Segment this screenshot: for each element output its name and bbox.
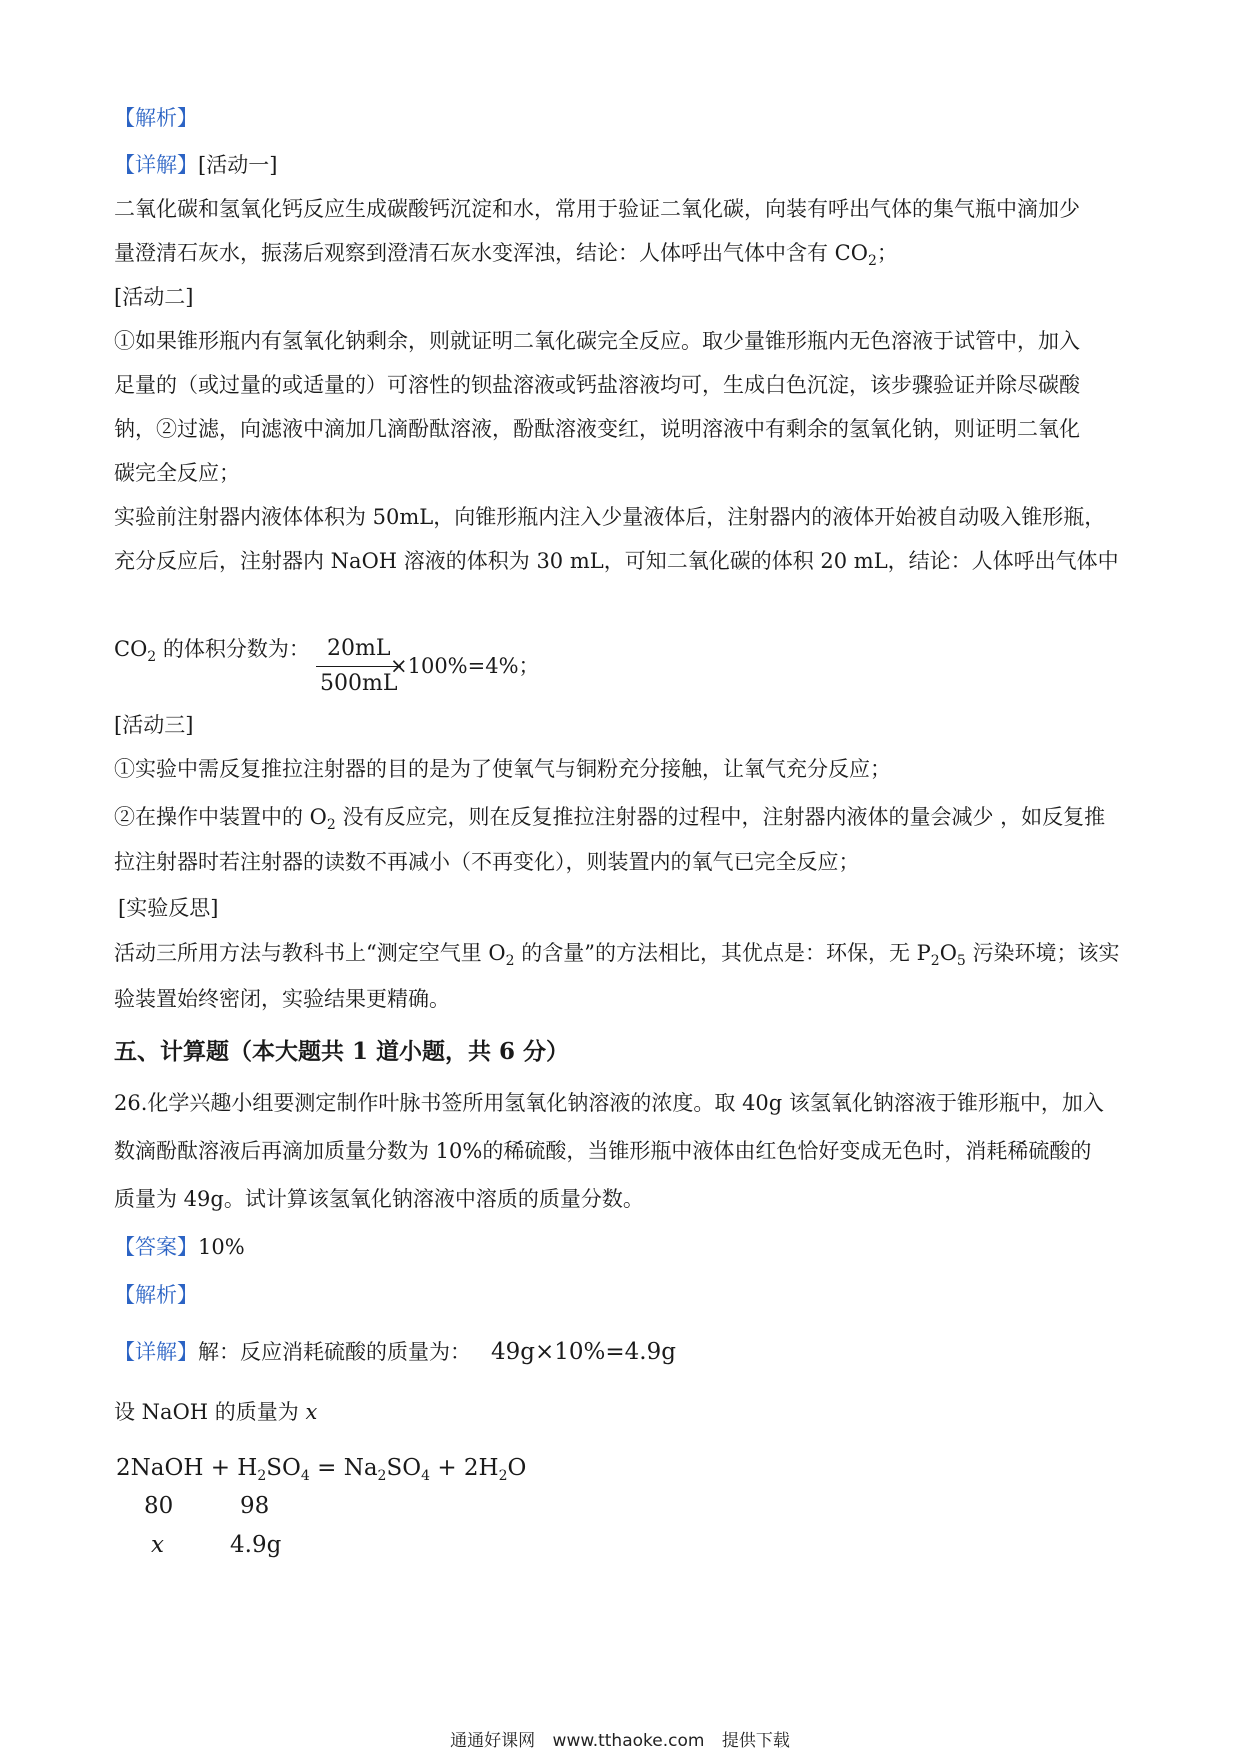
subscript: 4	[421, 1468, 431, 1484]
fraction-numerator: 20mL	[316, 634, 401, 667]
text-span: + 2H	[430, 1455, 499, 1481]
subscript: 5	[956, 953, 966, 969]
footer	[0, 1726, 1240, 1751]
section-heading: 五、计算题（本大题共 1 道小题，共 6 分）	[114, 1038, 570, 1065]
detail-heading-1	[114, 150, 277, 180]
analysis-heading-1: 【解析】	[114, 106, 198, 130]
paragraph-line: 二氧化碳和氢氧化钙反应生成碳酸钙沉淀和水，常用于验证二氧化碳，向装有呼出气体的集气瓶中滴加少	[114, 197, 1080, 221]
paragraph-line: 验装置始终密闭，实验结果更精确。	[114, 987, 450, 1011]
fraction	[316, 634, 401, 699]
chemical-equation	[116, 1453, 526, 1491]
subscript: 2	[377, 1468, 387, 1484]
paragraph-line: 实验前注射器内液体体积为 50mL，向锥形瓶内注入少量液体后，注射器内的液体开始被自动吸入锥形瓶，	[114, 505, 1106, 529]
footer-url[interactable]: www.tthaoke.com	[552, 1731, 705, 1751]
text-span: 没有反应完，则在反复推拉注射器的过程中，注射器内液体的量会减少 ，如反复推	[335, 805, 1106, 829]
detail-line-2	[114, 1337, 676, 1367]
text-span: 的体积分数为：	[156, 637, 310, 661]
molar-mass-naoh: 80	[144, 1493, 174, 1519]
text-span: 2NaOH + H	[116, 1455, 258, 1481]
detail-tag-1: 【详解】	[114, 153, 198, 177]
subscript: 2	[147, 649, 157, 665]
footer-note: 提供下载	[721, 1731, 790, 1751]
question-line: 26.化学兴趣小组要测定制作叶脉书签所用氢氧化钠溶液的浓度。取 40g 该氢氧化钠溶液于锥形瓶中，加入	[114, 1091, 1104, 1115]
text-span: CO	[114, 637, 148, 661]
paragraph-line	[114, 938, 1120, 976]
acid-mass-calc: 49g×10%=4.9g	[491, 1339, 676, 1365]
subscript: 2	[257, 1468, 267, 1484]
subscript: 2	[930, 953, 940, 969]
molar-mass-h2so4: 98	[240, 1493, 270, 1519]
paragraph-line	[114, 802, 1105, 840]
text-span: 污染环境；该实	[965, 941, 1120, 965]
acid-mass: 4.9g	[230, 1532, 282, 1558]
paragraph-line: 钠，②过滤，向滤液中滴加几滴酚酞溶液，酚酞溶液变红，说明溶液中有剩余的氢氧化钠，则证明二氧化	[114, 417, 1080, 441]
answer-line	[114, 1232, 245, 1262]
text-span: SO	[266, 1455, 301, 1481]
text-span: ；	[876, 241, 898, 265]
text-span: ②在操作中装置中的 O	[114, 805, 327, 829]
text-span: O	[507, 1455, 527, 1481]
activity3-label: [活动三]	[114, 713, 194, 737]
text-span: O	[939, 941, 957, 965]
subscript: 2	[505, 953, 515, 969]
question-line: 质量为 49g。试计算该氢氧化钠溶液中溶质的质量分数。	[114, 1187, 644, 1211]
paragraph-line: 碳完全反应；	[114, 461, 240, 485]
text-span: 的含量”的方法相比，其优点是：环保，无 P	[514, 941, 931, 965]
let-line	[114, 1397, 317, 1427]
paragraph-line	[114, 238, 898, 276]
percent-result: ×100%=4%；	[390, 654, 540, 678]
text-span: SO	[386, 1455, 422, 1481]
paragraph-line: 充分反应后，注射器内 NaOH 溶液的体积为 30 mL，可知二氧化碳的体积 20 mL，结论：人体呼出气体中	[114, 549, 1119, 573]
subscript: 2	[326, 817, 336, 833]
text-span: 活动三所用方法与教科书上“测定空气里 O	[114, 941, 506, 965]
paragraph-line: ①如果锥形瓶内有氢氧化钠剩余，则就证明二氧化碳完全反应。取少量锥形瓶内无色溶液于试管中，加入	[114, 329, 1080, 353]
subscript: 2	[867, 253, 877, 269]
footer-site: 通通好课网	[450, 1731, 536, 1751]
text-span: = Na	[309, 1455, 378, 1481]
text-span: 解：反应消耗硫酸的质量为：	[198, 1340, 471, 1364]
paragraph-line: 足量的（或过量的或适量的）可溶性的钡盐溶液或钙盐溶液均可，生成白色沉淀，该步骤验证并除尽碳酸	[114, 373, 1080, 397]
activity1-label: [活动一]	[198, 153, 278, 177]
question-line: 数滴酚酞溶液后再滴加质量分数为 10%的稀硫酸，当锥形瓶中液体由红色恰好变成无色时，消耗稀硫酸的	[114, 1139, 1092, 1163]
volume-fraction-line	[114, 634, 310, 672]
text-span: 设 NaOH 的质量为	[114, 1400, 306, 1424]
reflection-label: [实验反思]	[118, 896, 219, 920]
fraction-denominator: 500mL	[320, 671, 398, 696]
paragraph-line: 拉注射器时若注射器的读数不再减小（不再变化），则装置内的氧气已完全反应；	[114, 850, 860, 874]
subscript: 4	[300, 1468, 310, 1484]
analysis-heading-2: 【解析】	[114, 1283, 198, 1307]
activity2-label: [活动二]	[114, 285, 194, 309]
unknown-x: x	[151, 1532, 164, 1558]
text-span: 量澄清石灰水，振荡后观察到澄清石灰水变浑浊，结论：人体呼出气体中含有 CO	[114, 241, 868, 265]
variable-x: x	[305, 1400, 318, 1424]
paragraph-line: ①实验中需反复推拉注射器的目的是为了使氧气与铜粉充分接触，让氧气充分反应；	[114, 757, 891, 781]
answer-tag: 【答案】	[114, 1235, 198, 1259]
answer-value: 10%	[198, 1235, 245, 1259]
subscript: 2	[498, 1468, 508, 1484]
detail-tag-2: 【详解】	[114, 1340, 198, 1364]
